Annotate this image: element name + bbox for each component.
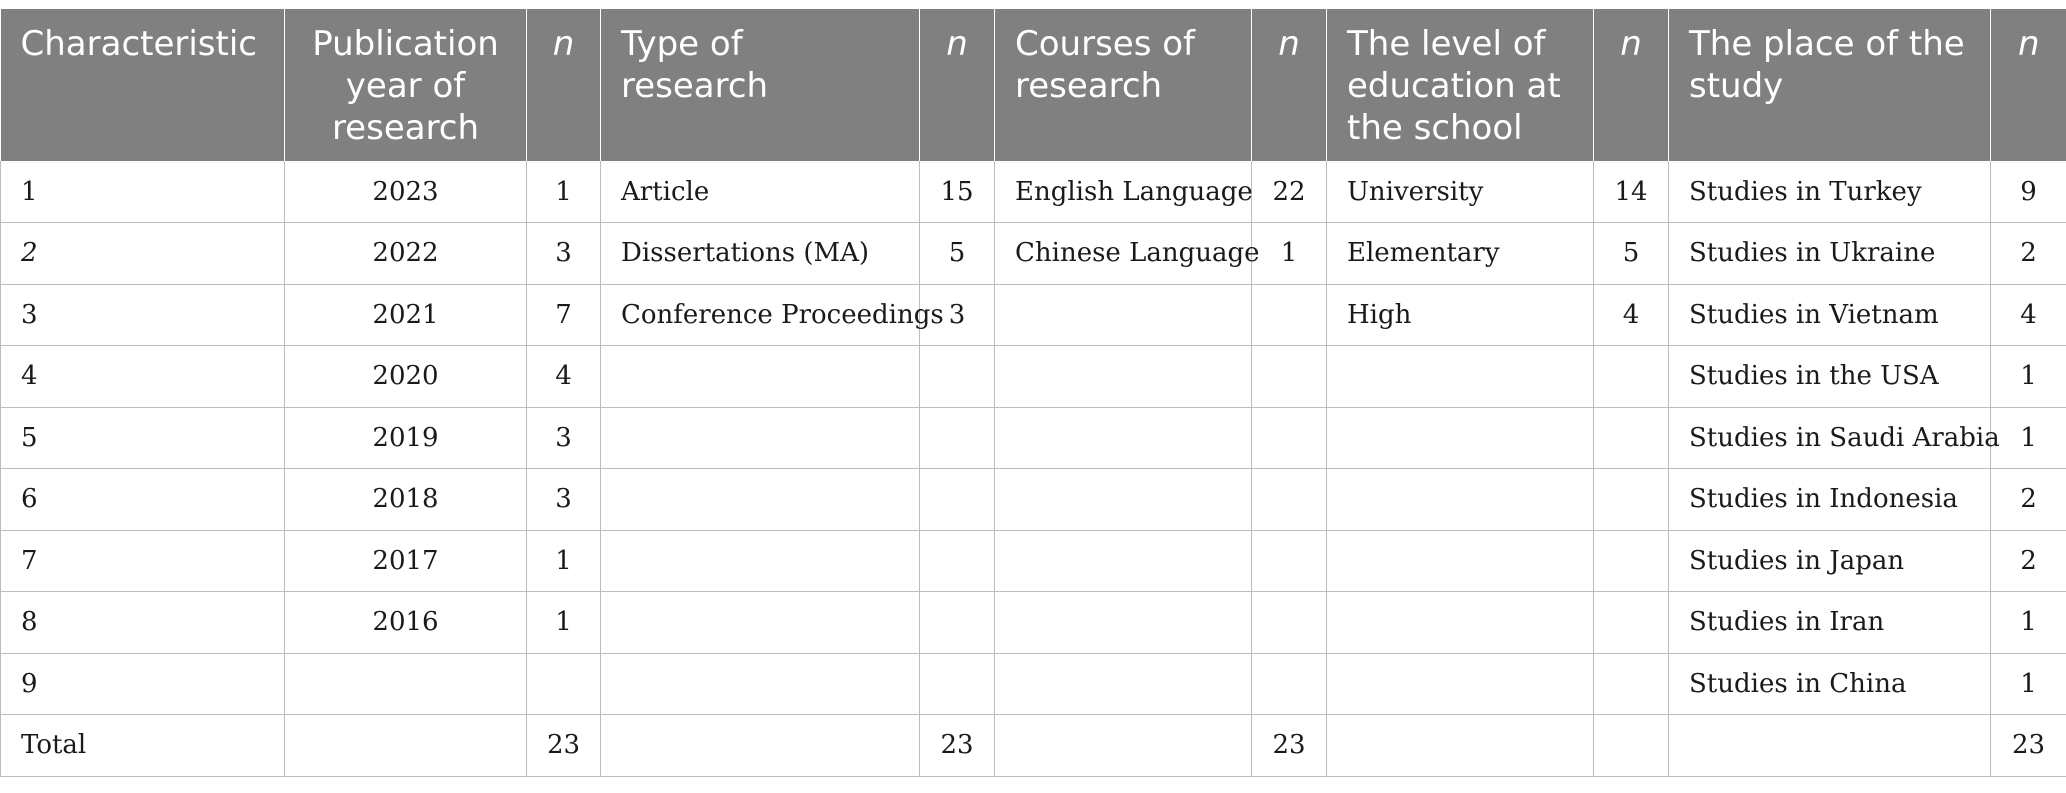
cell-characteristic: 1 xyxy=(1,161,285,223)
cell-n-course xyxy=(1252,653,1327,715)
header-n-courses: n xyxy=(1252,9,1327,161)
cell-n-place: 1 xyxy=(1991,653,2066,715)
cell-n-place: 2 xyxy=(1991,469,2066,531)
cell-level: High xyxy=(1327,284,1594,346)
cell-type xyxy=(601,469,920,531)
cell-n-place: 23 xyxy=(1991,715,2066,777)
cell-n-place: 1 xyxy=(1991,407,2066,469)
cell-level xyxy=(1327,346,1594,408)
cell-type xyxy=(601,530,920,592)
cell-level xyxy=(1327,653,1594,715)
cell-year: 2023 xyxy=(285,161,527,223)
cell-n-course: 1 xyxy=(1252,223,1327,285)
cell-place: Studies in the USA xyxy=(1669,346,1991,408)
cell-type xyxy=(601,346,920,408)
cell-year xyxy=(285,715,527,777)
table-row xyxy=(1,469,2066,531)
cell-type xyxy=(601,592,920,654)
cell-course: Chinese Language xyxy=(995,223,1252,285)
table-row xyxy=(1,407,2066,469)
cell-place: Studies in Iran xyxy=(1669,592,1991,654)
cell-n-course xyxy=(1252,592,1327,654)
cell-course xyxy=(995,715,1252,777)
cell-year: 2016 xyxy=(285,592,527,654)
cell-characteristic: Total xyxy=(1,715,285,777)
cell-course xyxy=(995,469,1252,531)
cell-characteristic: 7 xyxy=(1,530,285,592)
header-n-level: n xyxy=(1594,9,1669,161)
header-n-type: n xyxy=(920,9,995,161)
cell-n-year: 1 xyxy=(527,530,601,592)
table-container xyxy=(0,9,2066,777)
cell-n-year: 3 xyxy=(527,469,601,531)
cell-level xyxy=(1327,592,1594,654)
cell-n-course xyxy=(1252,284,1327,346)
cell-n-level xyxy=(1594,407,1669,469)
cell-n-type xyxy=(920,530,995,592)
cell-n-course xyxy=(1252,407,1327,469)
cell-type xyxy=(601,715,920,777)
cell-n-course xyxy=(1252,469,1327,531)
cell-characteristic: 8 xyxy=(1,592,285,654)
header-publication-year: Publication year of research xyxy=(285,9,527,161)
cell-course xyxy=(995,284,1252,346)
header-education-level: The level of education at the school xyxy=(1327,9,1594,161)
table-row xyxy=(1,592,2066,654)
cell-n-year xyxy=(527,653,601,715)
cell-n-type xyxy=(920,653,995,715)
cell-course: English Language xyxy=(995,161,1252,223)
cell-characteristic: 6 xyxy=(1,469,285,531)
cell-level: Elementary xyxy=(1327,223,1594,285)
cell-level: University xyxy=(1327,161,1594,223)
table-row xyxy=(1,284,2066,346)
cell-place: Studies in Japan xyxy=(1669,530,1991,592)
cell-year: 2019 xyxy=(285,407,527,469)
cell-n-level xyxy=(1594,530,1669,592)
cell-characteristic: 2 xyxy=(1,223,285,285)
cell-n-type xyxy=(920,407,995,469)
cell-n-year: 1 xyxy=(527,161,601,223)
header-courses-of-research: Courses of research xyxy=(995,9,1252,161)
cell-n-year: 7 xyxy=(527,284,601,346)
table-header-row xyxy=(1,9,2066,161)
cell-place: Studies in Indonesia xyxy=(1669,469,1991,531)
cell-n-year: 1 xyxy=(527,592,601,654)
table-row xyxy=(1,530,2066,592)
header-characteristic: Characteristic xyxy=(1,9,285,161)
cell-n-type: 15 xyxy=(920,161,995,223)
cell-n-course: 22 xyxy=(1252,161,1327,223)
cell-n-place: 2 xyxy=(1991,223,2066,285)
cell-course xyxy=(995,653,1252,715)
cell-n-level xyxy=(1594,346,1669,408)
cell-type xyxy=(601,407,920,469)
table-total-row xyxy=(1,715,2066,777)
cell-n-place: 1 xyxy=(1991,346,2066,408)
cell-year: 2017 xyxy=(285,530,527,592)
cell-n-type xyxy=(920,469,995,531)
cell-n-level xyxy=(1594,653,1669,715)
cell-year: 2018 xyxy=(285,469,527,531)
cell-n-level xyxy=(1594,592,1669,654)
cell-type xyxy=(601,653,920,715)
cell-characteristic: 5 xyxy=(1,407,285,469)
cell-n-type xyxy=(920,592,995,654)
cell-place: Studies in Vietnam xyxy=(1669,284,1991,346)
cell-place: Studies in Ukraine xyxy=(1669,223,1991,285)
table-row xyxy=(1,346,2066,408)
header-n-place: n xyxy=(1991,9,2066,161)
cell-level xyxy=(1327,469,1594,531)
table-row xyxy=(1,653,2066,715)
cell-n-type xyxy=(920,346,995,408)
cell-place xyxy=(1669,715,1991,777)
cell-year: 2022 xyxy=(285,223,527,285)
cell-n-level: 4 xyxy=(1594,284,1669,346)
cell-year: 2020 xyxy=(285,346,527,408)
cell-n-year: 3 xyxy=(527,223,601,285)
cell-n-course xyxy=(1252,346,1327,408)
cell-n-place: 1 xyxy=(1991,592,2066,654)
cell-year xyxy=(285,653,527,715)
cell-place: Studies in Turkey xyxy=(1669,161,1991,223)
cell-n-year: 3 xyxy=(527,407,601,469)
cell-n-type: 23 xyxy=(920,715,995,777)
cell-place: Studies in China xyxy=(1669,653,1991,715)
cell-n-course: 23 xyxy=(1252,715,1327,777)
cell-n-place: 2 xyxy=(1991,530,2066,592)
cell-n-year: 23 xyxy=(527,715,601,777)
characteristics-table xyxy=(0,9,2066,777)
cell-n-level: 14 xyxy=(1594,161,1669,223)
cell-course xyxy=(995,592,1252,654)
cell-characteristic: 4 xyxy=(1,346,285,408)
header-place-of-study: The place of the study xyxy=(1669,9,1991,161)
cell-level xyxy=(1327,715,1594,777)
cell-n-level xyxy=(1594,715,1669,777)
cell-course xyxy=(995,407,1252,469)
cell-n-year: 4 xyxy=(527,346,601,408)
table-row xyxy=(1,161,2066,223)
cell-n-place: 4 xyxy=(1991,284,2066,346)
cell-place: Studies in Saudi Arabia xyxy=(1669,407,1991,469)
cell-n-type: 5 xyxy=(920,223,995,285)
cell-n-place: 9 xyxy=(1991,161,2066,223)
cell-course xyxy=(995,346,1252,408)
table-row xyxy=(1,223,2066,285)
cell-n-level xyxy=(1594,469,1669,531)
cell-n-course xyxy=(1252,530,1327,592)
cell-level xyxy=(1327,407,1594,469)
cell-type: Conference Proceedings xyxy=(601,284,920,346)
cell-type: Article xyxy=(601,161,920,223)
cell-year: 2021 xyxy=(285,284,527,346)
header-type-of-research: Type of research xyxy=(601,9,920,161)
cell-type: Dissertations (MA) xyxy=(601,223,920,285)
cell-characteristic: 9 xyxy=(1,653,285,715)
header-n-year: n xyxy=(527,9,601,161)
cell-level xyxy=(1327,530,1594,592)
cell-n-level: 5 xyxy=(1594,223,1669,285)
cell-n-type: 3 xyxy=(920,284,995,346)
cell-characteristic: 3 xyxy=(1,284,285,346)
cell-course xyxy=(995,530,1252,592)
